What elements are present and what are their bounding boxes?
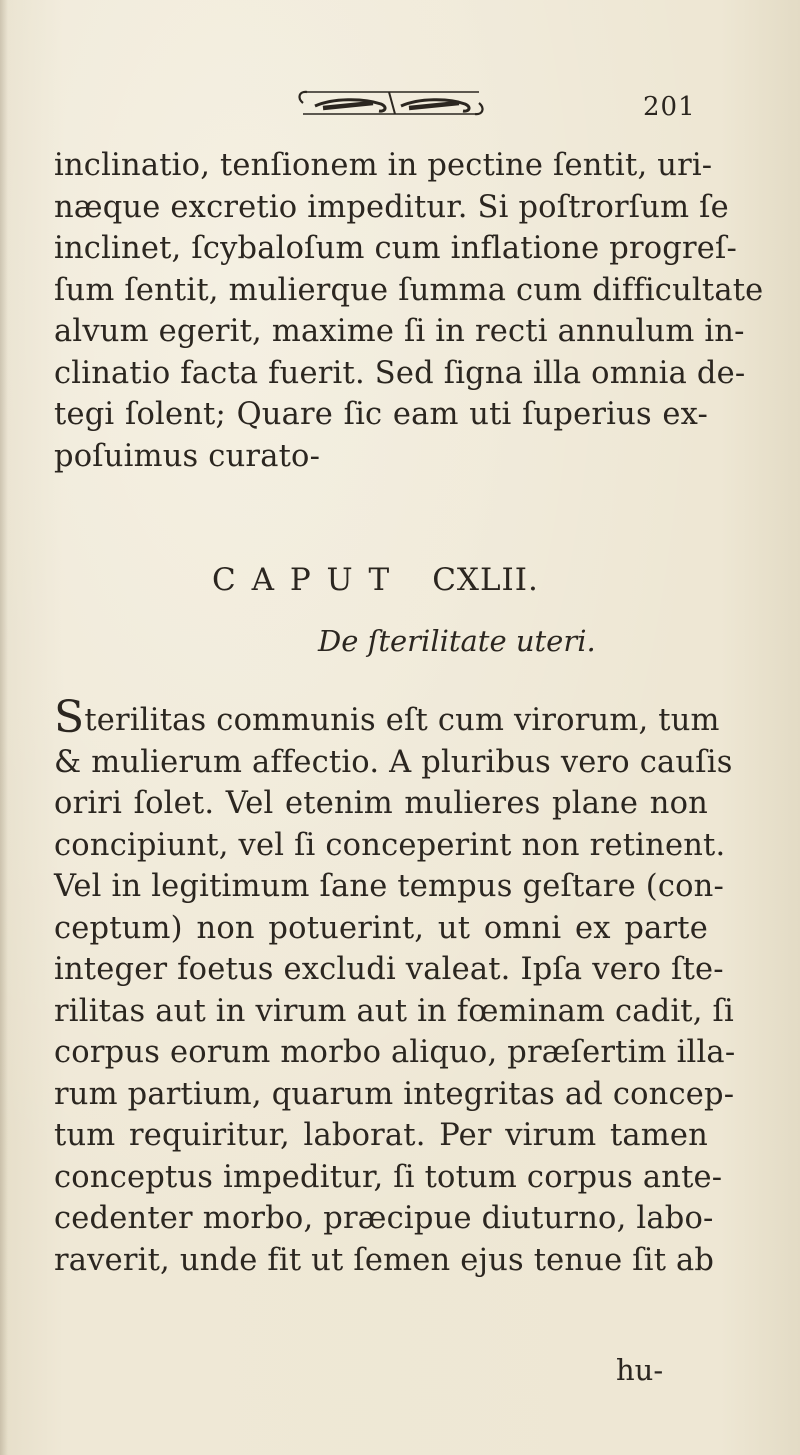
chapter-paragraph: [54, 692, 736, 1281]
chapter-heading: [212, 562, 539, 598]
text-line: concipiunt, vel ſi conceperint non retinent.: [54, 827, 726, 863]
chapter-label: C A P U T: [212, 562, 393, 598]
text-line: rum partium, quarum integritas ad concep-: [54, 1076, 735, 1112]
text-line: alvum egerit, maxime ſi in recti annulum in-: [54, 314, 745, 349]
text-line: ceptum) non potuerint, ut omni ex parte: [54, 910, 708, 946]
page-number: 201: [643, 92, 696, 122]
chapter-number: CXLII.: [432, 562, 539, 598]
text-line: inclinet, ſcybaloſum cum inflatione progreſ-: [54, 231, 738, 266]
text-line: inclinatio, tenſionem in pectine ſentit, uri-: [54, 148, 713, 183]
text-line: corpus eorum morbo aliquo, præſertim illa-: [54, 1035, 736, 1070]
text-line: Vel in legitimum ſane tempus geſtare (con-: [54, 869, 725, 904]
text-line: conceptus impeditur, ſi totum corpus ante-: [54, 1159, 723, 1195]
text-line: clinatio facta fuerit. Sed ſigna illa omnia de-: [54, 355, 746, 391]
text-line-first-rest: terilitas communis eſt cum virorum, tum: [84, 703, 720, 738]
text-line: ſum ſentit, mulierque ſumma cum difficultate: [54, 272, 764, 308]
text-line: poſuimus curato-: [54, 438, 321, 474]
paragraph-continued: [54, 145, 764, 477]
text-line: raverit, unde fit ut ſemen ejus tenue ſit ab: [54, 1242, 715, 1278]
text-line: integer foetus excludi valeat. Ipſa vero ſte-: [54, 952, 724, 987]
catchword: hu-: [616, 1353, 664, 1387]
text-line: tegi ſolent; Quare ſic eam uti ſuperius ex-: [54, 397, 708, 432]
printer-ornament: [293, 86, 489, 120]
drop-capital: S: [54, 692, 85, 743]
text-line: cedenter morbo, præcipue diuturno, labo-: [54, 1201, 714, 1236]
page-gutter-shadow: [0, 0, 8, 1455]
text-line: oriri ſolet. Vel etenim mulieres plane non: [54, 786, 708, 821]
text-line: tum requiritur, laborat. Per virum tamen: [54, 1118, 708, 1153]
text-line: rilitas aut in virum aut in fœminam cadit, ſi: [54, 993, 734, 1029]
text-line: & mulierum affectio. A pluribus vero cauſis: [54, 744, 733, 780]
text-line-first: [54, 692, 720, 743]
text-line: næque excretio impeditur. Si poſtrorſum ſe: [54, 189, 729, 225]
chapter-subtitle: De ſterilitate uteri.: [318, 624, 596, 658]
